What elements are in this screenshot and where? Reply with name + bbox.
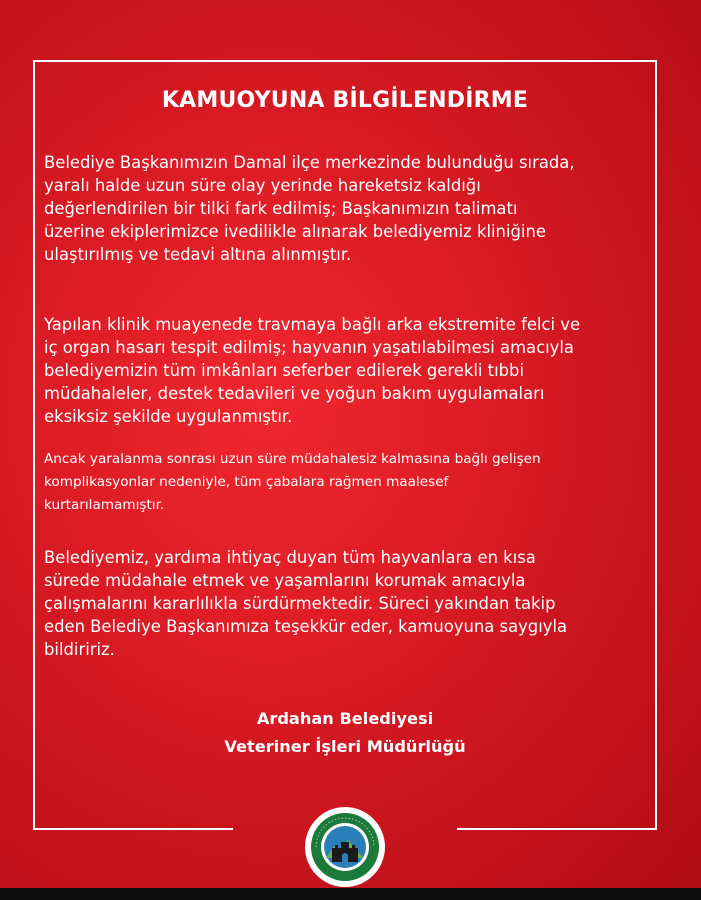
paragraph-line: kurtarılamamıştır. <box>44 497 165 513</box>
frame-top-border <box>33 60 657 62</box>
paragraph-line: yaralı halde uzun süre olay yerinde hareketsiz kaldığı <box>44 176 481 195</box>
frame-right-border <box>655 60 657 830</box>
paragraph-line: Belediyemiz, yardıma ihtiyaç duyan tüm hayvanlara en kısa <box>44 548 536 567</box>
paragraph-line: komplikasyonlar nedeniyle, tüm çabalara rağmen maalesef <box>44 474 449 490</box>
paragraph-line: eksiksiz şekilde uygulanmıştır. <box>44 407 293 426</box>
paragraph-line: iç organ hasarı tespit edilmiş; hayvanın yaşatılabilmesi amacıyla <box>44 338 574 357</box>
paragraph-line: ulaştırılmış ve tedavi altına alınmıştır. <box>44 245 352 264</box>
paragraph-line: bildiririz. <box>44 640 115 659</box>
paragraph-line: müdahaleler, destek tedavileri ve yoğun bakım uygulamaları <box>44 384 545 403</box>
bottom-bar <box>0 888 701 900</box>
paragraph-line: çalışmalarını kararlılıkla sürdürmektedir. Süreci yakından takip <box>44 594 556 613</box>
paragraph-4 <box>44 546 649 661</box>
paragraph-line: sürede müdahale etmek ve yaşamlarını korumak amacıyla <box>44 571 526 590</box>
frame-bottom-right-border <box>457 828 657 830</box>
signature-organization: Ardahan Belediyesi <box>256 709 434 728</box>
paragraph-line: Ancak yaralanma sonrası uzun süre müdahalesiz kalmasına bağlı gelişen <box>44 451 541 467</box>
paragraph-line: değerlendirilen bir tilki fark edilmiş; Başkanımızın talimatı <box>44 199 518 218</box>
paragraph-1 <box>44 151 649 266</box>
paragraph-line: belediyemizin tüm imkânları seferber edilerek gerekli tıbbi <box>44 361 524 380</box>
paragraph-3 <box>44 448 649 517</box>
paragraph-line: eden Belediye Başkanımıza teşekkür eder, kamuoyuna saygıyla <box>44 617 568 636</box>
frame-bottom-left-border <box>33 828 233 830</box>
logo-castle-gate <box>342 853 348 862</box>
paragraph-line: Yapılan klinik muayenede travmaya bağlı arka ekstremite felci ve <box>44 315 581 334</box>
paragraph-line: üzerine ekiplerimizce ivedilikle alınarak belediyemiz kliniğine <box>44 222 546 241</box>
signature-department: Veteriner İşleri Müdürlüğü <box>224 737 466 756</box>
paragraph-line: Belediye Başkanımızın Damal ilçe merkezinde bulunduğu sırada, <box>44 153 575 172</box>
announcement-title: KAMUOYUNA BİLGİLENDİRME <box>161 88 529 113</box>
ardahan-municipality-logo <box>304 806 386 888</box>
paragraph-2 <box>44 313 649 428</box>
